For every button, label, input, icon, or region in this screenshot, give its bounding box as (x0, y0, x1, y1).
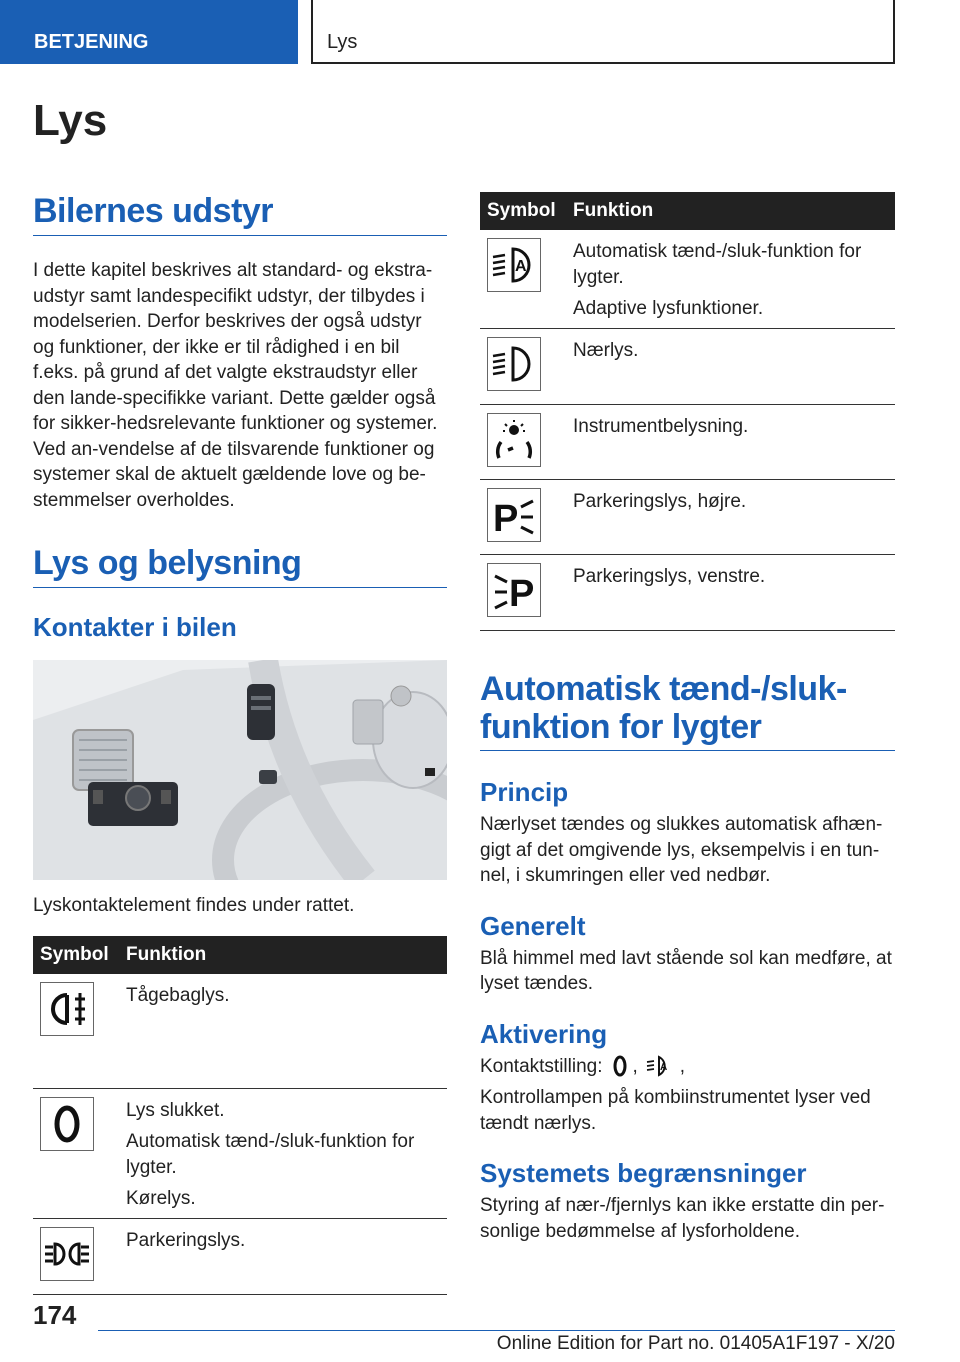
col-function-header: Funktion (566, 192, 895, 230)
section-lys-og-belysning (33, 544, 447, 643)
subsection-body: Blå himmel med lavt stående sol kan medføre, at lyset tændes. (480, 947, 892, 994)
function-text: Instrumentbelysning. (573, 415, 749, 437)
section-body: I dette kapitel beskrives alt standard- og ekstra-udstyr samt landespecifikt udstyr, der tilbydes i modelserien. Derfor beskrives der også udstyr og funktioner, der ikke er til rådighed i en bil f.eks. på grund af det valgte ekstraudstyr eller den lande-specifikke variant. Dette gælder også for sikker-hedsrelevante funktioner og systemer. Ved an-vendelse af de tilsvarende funktioner og systemer skal de aktuelt gældende love og be-stemmelser overholdes. (33, 260, 438, 511)
table-row (480, 230, 895, 328)
subsection-title: Generelt (480, 910, 586, 941)
photo-caption: Lyskontaktelement findes under rattet. (33, 895, 355, 916)
section-title: Lys og belysning (33, 544, 447, 588)
activation-prefix: Kontaktstilling: (480, 1055, 603, 1077)
low-beam-icon (487, 337, 541, 391)
instrument-lighting-icon (487, 413, 541, 467)
section-automatic-lights (480, 670, 895, 1244)
table-row (480, 554, 895, 630)
section-bilernes-udstyr (33, 192, 447, 513)
auto-headlight-icon (487, 238, 541, 292)
table-row (33, 1218, 447, 1294)
footer-edition: Online Edition for Part no. 01405A1F197 - X/20 (98, 1330, 895, 1355)
subsection-title: Systemets begrænsninger (480, 1158, 807, 1188)
col-function-header: Funktion (119, 936, 447, 974)
topic-label: Lys (327, 31, 358, 53)
function-text: Tågebaglys. (126, 985, 230, 1006)
activation-line (480, 1054, 895, 1080)
light-switch-photo (33, 660, 447, 880)
subsection-body: Kontrollampen på kombiinstrumentet lyser ved tændt nærlys. (480, 1087, 871, 1134)
section-tab (0, 0, 298, 64)
table-row (33, 1088, 447, 1218)
symbol-table-right (480, 192, 895, 631)
parking-light-icon (40, 1227, 94, 1281)
symbol-table-left (33, 936, 447, 1295)
parking-light-right-icon (487, 488, 541, 542)
function-text: Parkeringslys, venstre. (573, 565, 766, 587)
separator: , (632, 1055, 638, 1077)
col-symbol-header: Symbol (33, 936, 119, 974)
zero-icon (40, 1097, 94, 1151)
subsection-title: Aktivering (480, 1018, 608, 1049)
table-row (480, 328, 895, 404)
function-text: Adaptive lysfunktioner. (573, 298, 764, 319)
svg-text:P: P (493, 497, 519, 537)
svg-text:P: P (509, 572, 535, 612)
table-row (480, 404, 895, 479)
section-title: Automatisk tænd-/sluk-funktion for lygter (480, 670, 895, 751)
function-text: Nærlys. (573, 339, 639, 361)
table-row (480, 479, 895, 554)
function-text: Kørelys. (126, 1188, 196, 1209)
function-text: Parkeringslys. (126, 1229, 246, 1251)
function-text: Lys slukket. (126, 1099, 225, 1121)
function-text: Automatisk tænd-/sluk-funktion for lygter. (573, 241, 862, 288)
subsection-body: Nærlyset tændes og slukkes automatisk afhæn-gigt af det omgivende lys, eksempelvis i en tun-nel, i skumringen eller ved nedbør. (480, 814, 883, 886)
zero-icon (611, 1054, 629, 1078)
section-title: Bilernes udstyr (33, 192, 447, 236)
topic-tab (311, 0, 895, 64)
function-text: Parkeringslys, højre. (573, 490, 747, 512)
fog-light-icon (40, 982, 94, 1036)
subsection-body: Styring af nær-/fjernlys kan ikke erstatte din per-sonlige bedømmelse af lysforholdene. (480, 1195, 885, 1242)
section-label: BETJENING (34, 31, 149, 53)
table-row (33, 974, 447, 1088)
page-number: 174 (33, 1300, 77, 1330)
subsection-title: Princip (480, 777, 569, 807)
separator: , (679, 1055, 686, 1077)
svg-text:A: A (515, 258, 527, 275)
auto-headlight-icon (646, 1054, 674, 1078)
parking-light-left-icon (487, 563, 541, 617)
chapter-title: Lys (33, 96, 108, 145)
svg-text:A: A (659, 1062, 668, 1074)
function-text: Automatisk tænd-/sluk-funktion for lygter. (126, 1131, 415, 1178)
subsection-title: Kontakter i bilen (33, 612, 237, 642)
col-symbol-header: Symbol (480, 192, 566, 230)
